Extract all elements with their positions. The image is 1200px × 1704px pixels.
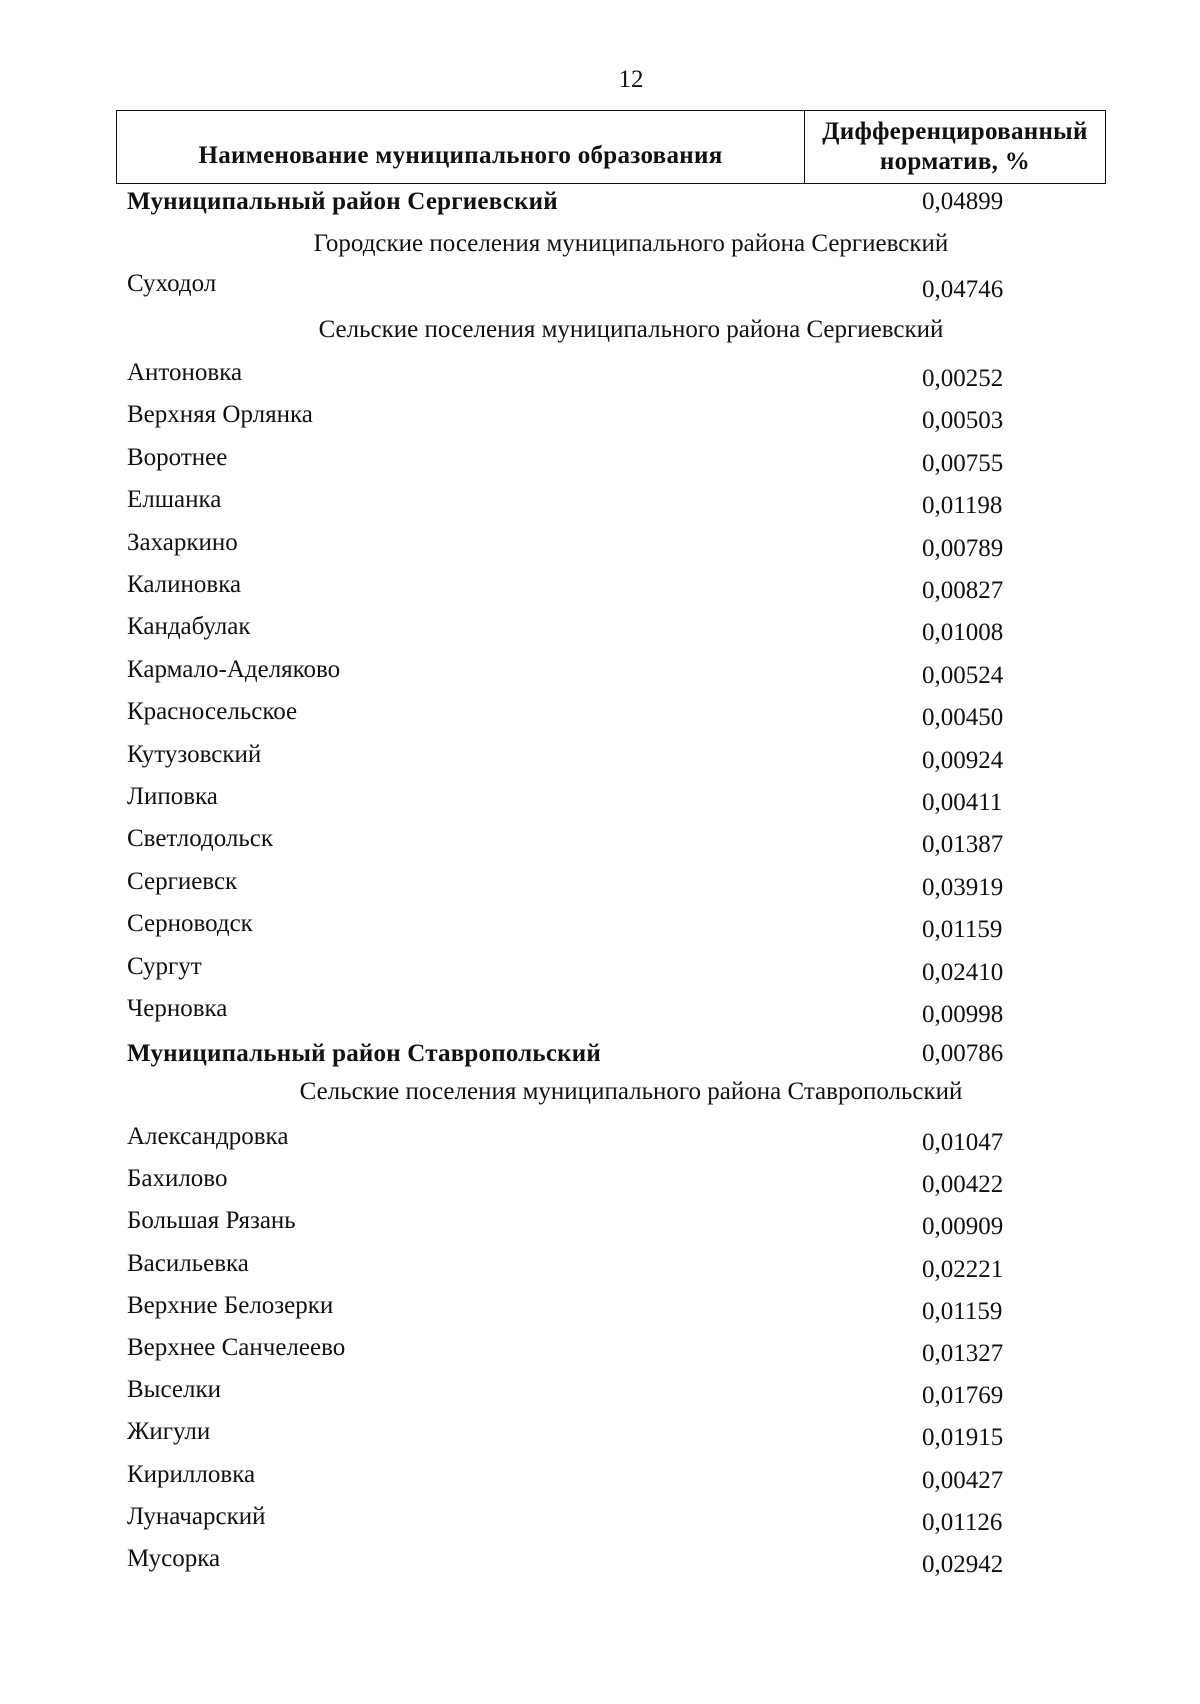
settlement-name: Елшанка [127,486,222,514]
settlement-value: 0,01126 [922,1508,1003,1536]
settlement-name: Мусорка [127,1545,221,1572]
settlement-name: Луначарский [127,1502,266,1530]
settlement-value: 0,02942 [922,1551,1004,1578]
settlement-value: 0,00998 [922,1001,1004,1028]
settlement-value: 0,04746 [922,276,1004,303]
page-number: 12 [618,66,644,93]
settlement-name: Кандабулак [127,613,251,641]
settlement-name: Верхние Белозерки [127,1291,334,1319]
settlement-name: Сергиевск [127,867,238,895]
column-header-value-line2: норматив, % [879,148,1031,175]
settlement-name: Сургут [127,952,202,980]
settlement-value: 0,00909 [922,1213,1004,1241]
settlement-value: 0,00789 [922,534,1004,562]
settlement-value: 0,00427 [922,1466,1004,1494]
settlement-name: Жигули [127,1418,211,1446]
settlement-value: 0,01008 [922,619,1004,647]
settlement-value: 0,01387 [922,831,1004,859]
settlement-value: 0,01769 [922,1382,1004,1410]
settlement-name: Красносельское [127,698,298,726]
column-header-value [805,111,1105,183]
settlement-name: Серноводск [127,910,253,938]
settlement-value: 0,00252 [922,365,1004,392]
settlement-name: Антоновка [127,359,243,386]
settlement-value: 0,02410 [922,958,1004,986]
district-name: Муниципальный район Ставропольский [127,1040,601,1067]
section-title-sergievsky-rural: Сельские поселения муниципального района Сергиевский [318,316,944,343]
settlement-value: 0,01198 [922,492,1003,520]
settlement-value: 0,00755 [922,449,1004,477]
settlement-value: 0,00827 [922,577,1004,604]
settlement-name: Выселки [127,1376,221,1404]
settlement-value: 0,01159 [922,1297,1003,1325]
table-header [116,110,1106,184]
section-title-stavropolsky-rural: Сельские поселения муниципального района Ставропольский [299,1078,963,1105]
settlement-value: 0,00450 [922,704,1004,732]
settlement-name: Светлодольск [127,825,273,853]
settlement-name: Черновка [127,995,228,1022]
settlement-value: 0,01915 [922,1424,1004,1452]
settlement-value: 0,01047 [922,1129,1004,1156]
settlement-value: 0,00411 [922,789,1003,816]
settlement-name: Липовка [127,783,218,810]
section-title-sergievsky-urban: Городские поселения муниципального района Сергиевский [313,230,949,257]
settlement-name: Суходол [127,270,217,297]
settlement-value: 0,00503 [922,407,1004,435]
district-value: 0,00786 [922,1040,1004,1067]
settlement-value: 0,03919 [922,873,1004,901]
settlement-name: Верхнее Санчелеево [127,1334,346,1361]
district-name: Муниципальный район Сергиевский [127,188,558,215]
column-header-value-line1: Дифференцированный [822,118,1088,145]
settlement-value: 0,01327 [922,1340,1004,1367]
settlement-name: Васильевка [127,1249,249,1277]
settlement-value: 0,01159 [922,916,1003,944]
settlement-name: Большая Рязань [127,1207,296,1235]
settlement-value: 0,02221 [922,1255,1004,1283]
settlement-value: 0,00524 [922,661,1004,689]
settlement-name: Воротнее [127,443,228,471]
settlement-name: Бахилово [127,1165,228,1193]
column-header-name: Наименование муниципального образования [117,111,805,183]
settlement-name: Кармало-Аделяково [127,655,341,683]
settlement-name: Калиновка [127,571,242,598]
settlement-name: Захаркино [127,528,238,556]
settlement-value: 0,00422 [922,1171,1004,1199]
district-value: 0,04899 [922,188,1004,215]
settlement-name: Верхняя Орлянка [127,401,313,429]
settlement-name: Александровка [127,1123,289,1150]
settlement-name: Кутузовский [127,740,262,768]
settlement-value: 0,00924 [922,746,1004,774]
settlement-name: Кирилловка [127,1460,256,1488]
